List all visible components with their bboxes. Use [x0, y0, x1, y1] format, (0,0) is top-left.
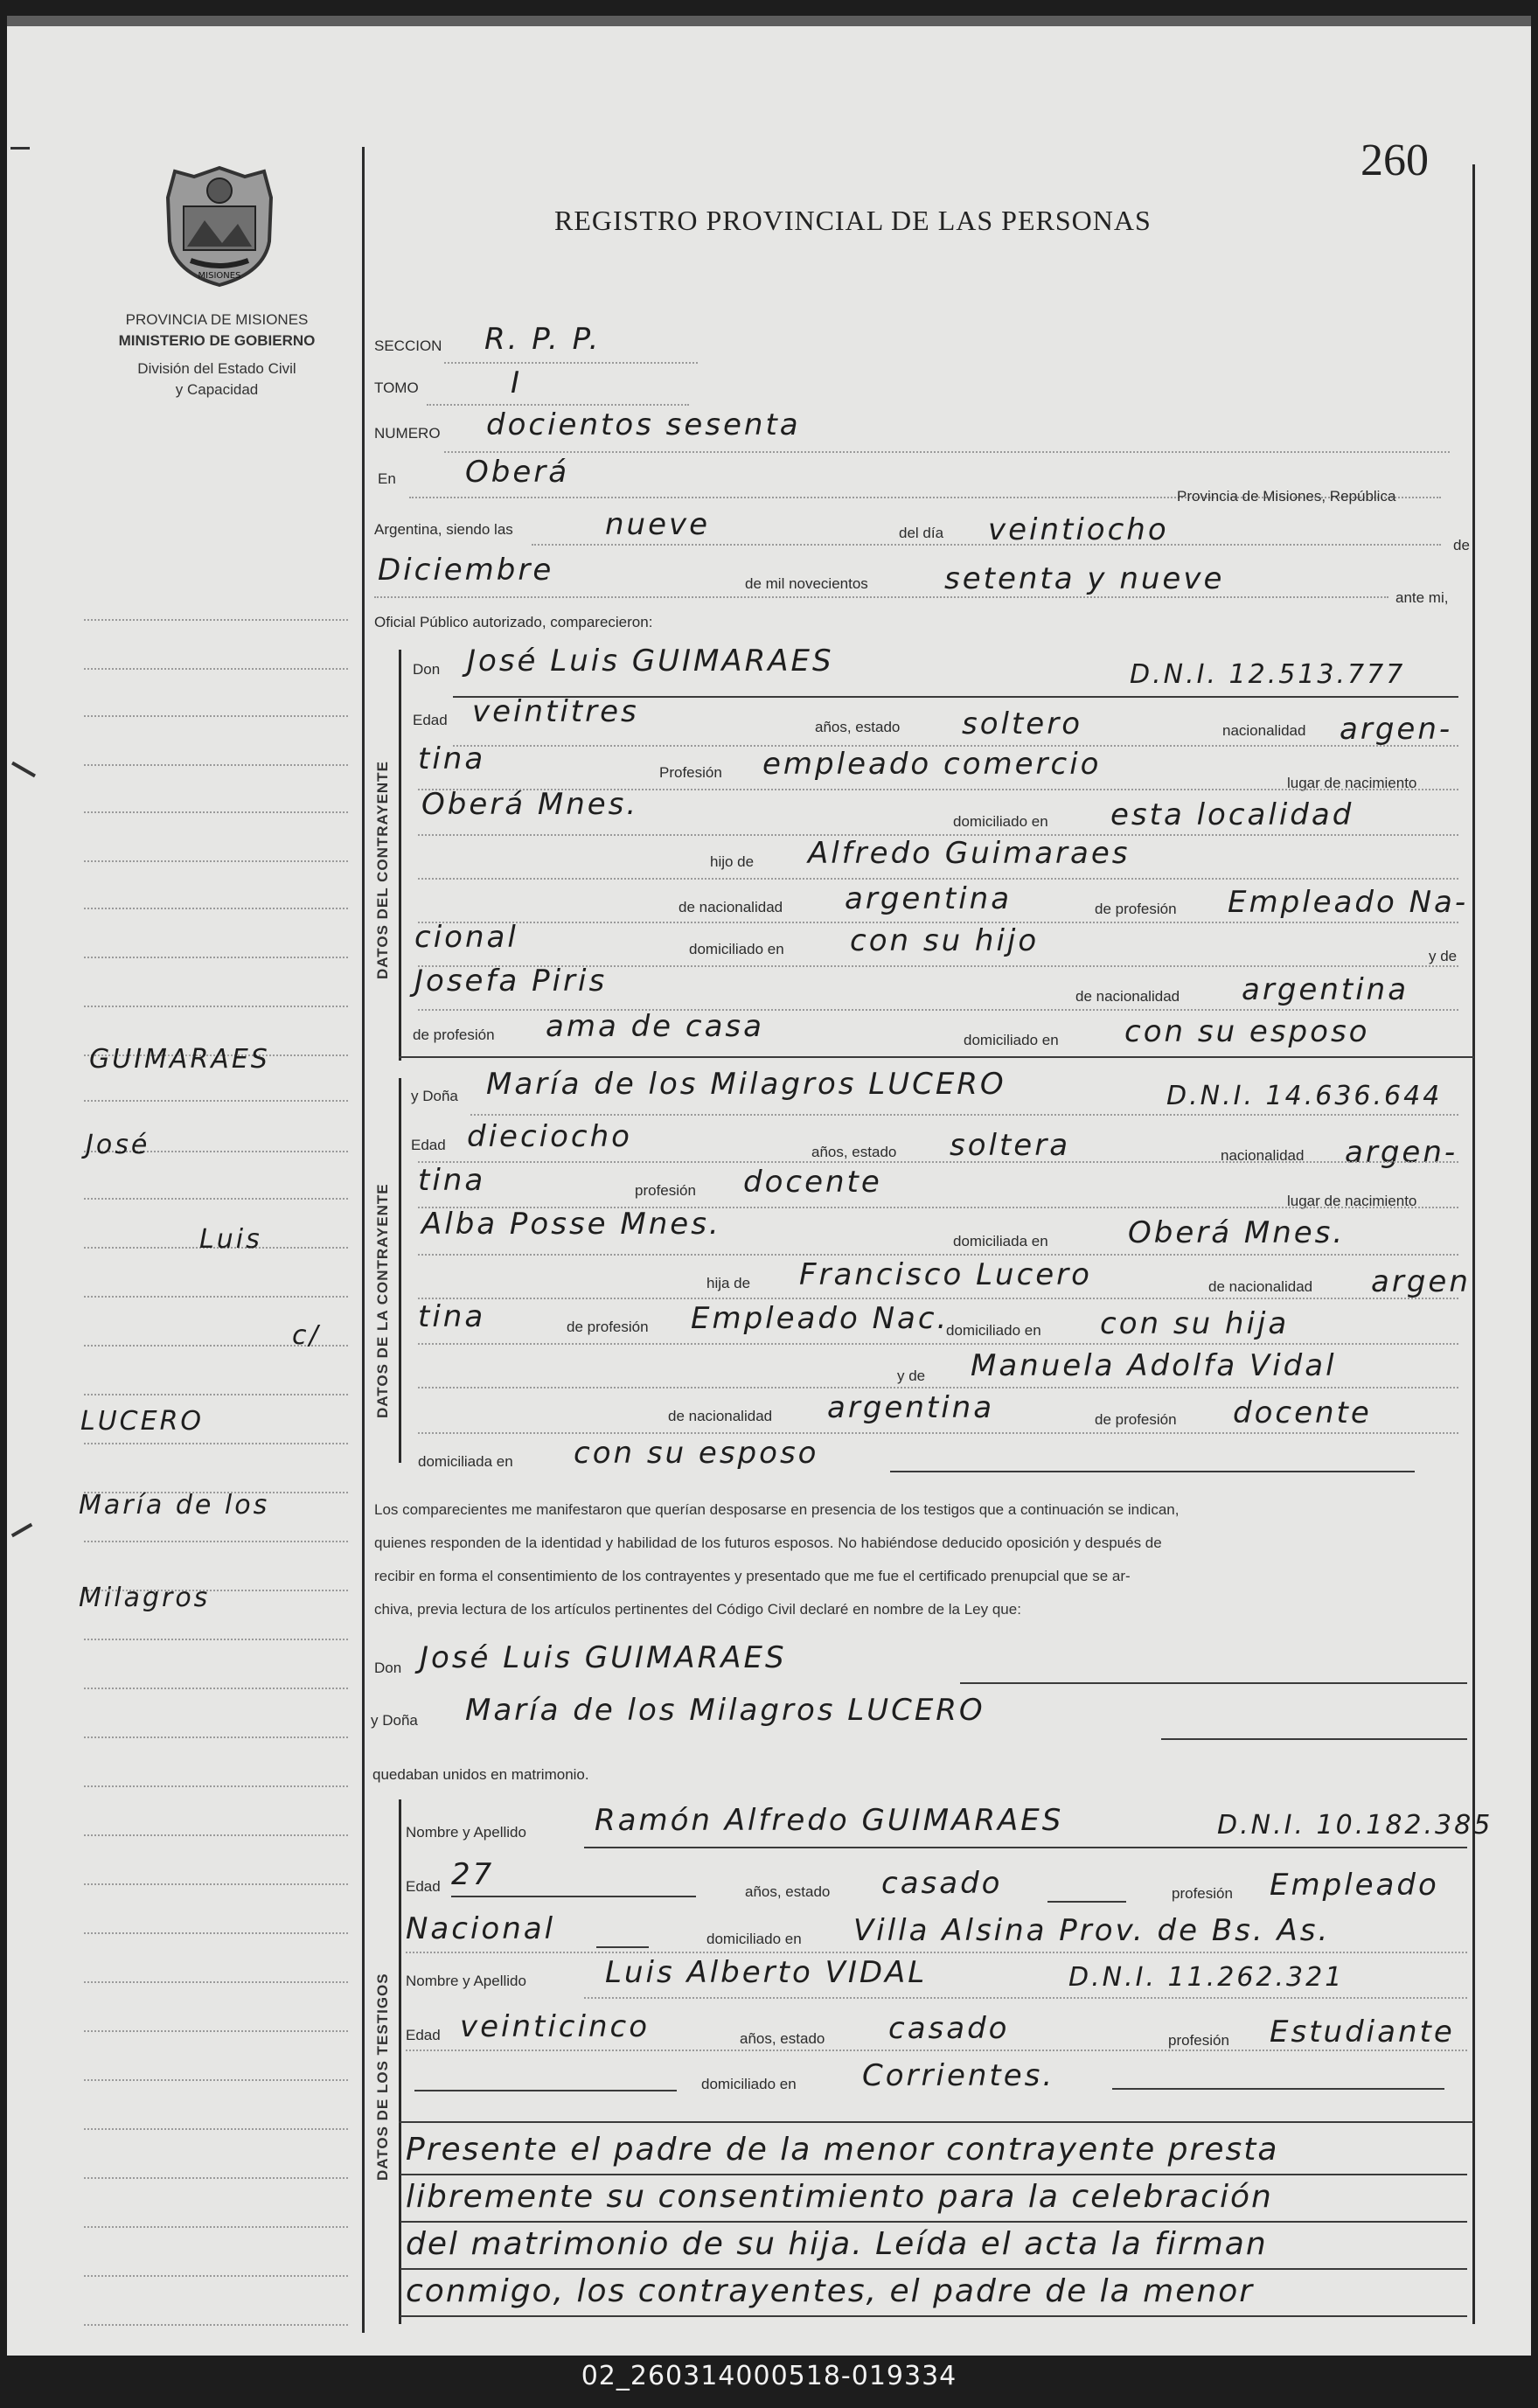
contrayenta-padre-prof: Empleado Nac.: [691, 1301, 950, 1336]
field-line: [1112, 2088, 1444, 2090]
ministry-name: MINISTERIO DE GOBIERNO: [118, 332, 316, 349]
binding-mark: [10, 147, 30, 150]
declaration-text: [374, 1493, 1441, 1626]
profesion-label: Profesión: [659, 764, 722, 781]
de-mil-label: de mil novecientos: [745, 575, 868, 592]
contrayente-padre: Alfredo Guimaraes: [808, 836, 1131, 871]
t1-prof-b: Nacional: [406, 1911, 556, 1946]
t2-dni: D.N.I. 11.262.321: [1068, 1962, 1345, 1993]
edad-label: Edad: [413, 712, 448, 728]
hijo-label: hijo de: [710, 853, 755, 870]
t1-prof-a: Empleado: [1270, 1868, 1439, 1903]
field-line: [418, 1254, 1458, 1256]
edad-label: Edad: [411, 1137, 446, 1153]
margin-line: [84, 2275, 348, 2277]
lugar-label: lugar de nacimiento: [1287, 1193, 1417, 1209]
field-line: [374, 596, 1388, 598]
lugar-label: lugar de nacimiento: [1287, 775, 1417, 791]
anos-estado-label: años, estado: [815, 719, 901, 735]
ministry-division: División del Estado Civil: [137, 360, 296, 377]
margin-line: [84, 1981, 348, 1983]
margin-line: [84, 1639, 348, 1640]
tomo-value: I: [511, 365, 523, 400]
margin-line: [84, 2079, 348, 2081]
document-title: REGISTRO PROVINCIAL DE LAS PERSONAS: [554, 205, 1152, 236]
margin-nombre-2b: Milagros: [79, 1583, 211, 1613]
seccion-value: R. P. P.: [484, 322, 602, 357]
field-line: [418, 1387, 1458, 1388]
t2-nombre-label: Nombre y Apellido: [406, 1973, 526, 1989]
madre-prof-label: de profesión: [413, 1027, 495, 1043]
seccion-label: SECCION: [374, 338, 442, 354]
numero-label: NUMERO: [374, 425, 441, 442]
margin-line: [84, 1443, 348, 1444]
margin-line: [84, 860, 348, 862]
section-divider: [399, 2121, 1474, 2123]
contrayente-padre-prof-a: Empleado Na-: [1228, 885, 1469, 920]
margin-line: [84, 2128, 348, 2130]
section-rule-contrayenta: [399, 1078, 401, 1463]
section-rule-testigos: [399, 1799, 401, 2324]
provincia-label: Provincia de Misiones, República: [1177, 488, 1396, 505]
contrayenta-profesion: docente: [743, 1165, 882, 1200]
document-page: [7, 16, 1531, 2356]
page-shadow: [7, 16, 1531, 26]
margin-line: [84, 1541, 348, 1542]
margin-line: [84, 1834, 348, 1836]
t2-prof-label: profesión: [1168, 2032, 1229, 2049]
domiciliada-label: domiciliada en: [953, 1233, 1048, 1249]
section-divider: [399, 1056, 1474, 1058]
contrayente-padre-nac: argentina: [845, 881, 1013, 916]
contrayente-nac-a: argen-: [1340, 712, 1453, 747]
margin-line: [84, 668, 348, 670]
contrayenta-dni: D.N.I. 14.636.644: [1166, 1081, 1443, 1111]
oficial-label: Oficial Público autorizado, comparecieron:: [374, 614, 653, 630]
madre-prof-label: de profesión: [1095, 1411, 1177, 1428]
field-line: [1047, 1901, 1126, 1903]
note-line-4: conmigo, los contrayentes, el padre de la menor: [406, 2273, 1255, 2309]
ministry-block: [86, 310, 348, 400]
madre-dom-label: domiciliado en: [964, 1032, 1059, 1048]
contrayenta-madre-nac: argentina: [827, 1390, 995, 1425]
padre-dom-label: domiciliado en: [689, 941, 784, 957]
section-label-contrayente: DATOS DEL CONTRAYENTE: [374, 761, 391, 979]
field-line: [596, 1946, 649, 1948]
declaration-dona-value: María de los Milagros LUCERO: [465, 1693, 985, 1728]
madre-nac-label: de nacionalidad: [1075, 988, 1180, 1005]
declaration-line: recibir en forma el consentimiento de los contrayentes y presentado que me fue el certificado prenupcial que se ar-: [374, 1568, 1131, 1584]
contrayenta-nombre: María de los Milagros LUCERO: [486, 1067, 1006, 1102]
contrayente-edad: veintitres: [472, 694, 639, 729]
field-line: [960, 1682, 1467, 1684]
en-label: En: [378, 470, 396, 487]
contrayente-estado: soltero: [962, 706, 1082, 741]
page-number: 260: [1361, 136, 1429, 185]
note-line-3: del matrimonio de su hija. Leída el acta la firman: [406, 2226, 1268, 2262]
field-line: [584, 1847, 1467, 1848]
margin-line: [84, 1883, 348, 1885]
contrayenta-edad: dieciocho: [467, 1119, 632, 1154]
t1-prof-label: profesión: [1172, 1885, 1233, 1902]
margin-nombre-2a: María de los: [79, 1490, 270, 1521]
nacionalidad-label: nacionalidad: [1221, 1147, 1305, 1164]
mes-value: Diciembre: [378, 553, 554, 588]
ministry-province: PROVINCIA DE MISIONES: [125, 311, 309, 328]
margin-line: [84, 908, 348, 909]
note-line-2: libremente su consentimiento para la celebración: [406, 2179, 1273, 2215]
margin-line: [84, 1736, 348, 1738]
field-line: [584, 1997, 1467, 1999]
margin-nombre-1a: José: [86, 1130, 150, 1160]
field-line: [532, 544, 1441, 546]
dona-label: y Doña: [371, 1712, 418, 1729]
contrayenta-estado: soltera: [950, 1128, 1071, 1163]
note-rule: [400, 2221, 1467, 2223]
margin-conector: c/: [292, 1320, 321, 1351]
svg-text:MISIONES: MISIONES: [198, 271, 241, 281]
madre-dom-label: domiciliada en: [418, 1453, 513, 1470]
field-line: [890, 1471, 1415, 1472]
contrayenta-nac-b: tina: [418, 1163, 486, 1198]
contrayente-lugar: Oberá Mnes.: [421, 787, 639, 822]
section-label-contrayenta: DATOS DE LA CONTRAYENTE: [374, 1183, 391, 1418]
note-rule: [400, 2174, 1467, 2175]
margin-line: [84, 1100, 348, 1102]
binding-mark: [11, 1523, 33, 1537]
contrayenta-padre: Francisco Lucero: [799, 1257, 1092, 1292]
padre-nac-label: de nacionalidad: [679, 899, 783, 915]
provincial-seal-icon: [161, 163, 278, 290]
dona-label: y Doña: [411, 1088, 458, 1104]
t2-dom-label: domiciliado en: [701, 2076, 797, 2092]
don-label: Don: [413, 661, 441, 678]
field-line: [418, 1343, 1458, 1345]
margin-apellido-1: GUIMARAES: [89, 1044, 270, 1075]
hora-value: nueve: [605, 507, 711, 542]
field-line: [406, 2050, 1467, 2051]
dia-value: veintiocho: [988, 512, 1169, 547]
margin-line: [84, 2324, 348, 2326]
contrayenta-domicilio: Oberá Mnes.: [1128, 1215, 1346, 1250]
section-rule-contrayente: [399, 650, 401, 1061]
binding-mark: [11, 762, 36, 777]
ante-mi-label: ante mi,: [1395, 589, 1449, 606]
closing-text: quedaban unidos en matrimonio.: [372, 1766, 589, 1783]
margin-line: [84, 715, 348, 717]
contrayente-domicilio: esta localidad: [1110, 797, 1354, 832]
madre-nac-label: de nacionalidad: [668, 1408, 773, 1424]
declaration-line: quienes responden de la identidad y habilidad de los futuros esposos. No habiéndose deducido oposición y después de: [374, 1535, 1162, 1551]
field-line: [444, 362, 698, 364]
don-label: Don: [374, 1660, 402, 1676]
contrayenta-madre: Manuela Adolfa Vidal: [971, 1348, 1337, 1383]
field-line: [1161, 1738, 1467, 1740]
margin-line: [84, 2030, 348, 2032]
margin-line: [84, 811, 348, 813]
margin-line: [84, 1394, 348, 1395]
contrayenta-madre-prof: docente: [1233, 1395, 1372, 1430]
t2-prof: Estudiante: [1270, 2015, 1455, 2050]
hija-label: hija de: [706, 1275, 751, 1291]
profesion-label: profesión: [635, 1182, 696, 1199]
en-value: Oberá: [465, 455, 570, 490]
margin-line: [84, 2177, 348, 2179]
margin-line: [84, 1198, 348, 1200]
margin-line: [84, 1785, 348, 1787]
contrayente-nac-b: tina: [418, 741, 486, 776]
contrayenta-padre-nac-b: tina: [418, 1299, 486, 1334]
field-line: [451, 1896, 696, 1897]
t2-nombre: Luis Alberto VIDAL: [605, 1955, 928, 1990]
note-rule: [400, 2315, 1467, 2317]
argentina-label: Argentina, siendo las: [374, 521, 513, 538]
margin-line: [84, 957, 348, 958]
contrayente-madre-prof: ama de casa: [546, 1009, 764, 1044]
main-left-rule: [362, 147, 365, 2333]
margin-line: [84, 2226, 348, 2228]
t1-dni: D.N.I. 10.182.385: [1217, 1810, 1493, 1841]
margin-line: [84, 1932, 348, 1934]
t2-estado: casado: [888, 2011, 1010, 2046]
t1-edad-label: Edad: [406, 1878, 441, 1895]
margin-line: [84, 1296, 348, 1298]
tomo-label: TOMO: [374, 379, 419, 396]
declaration-don-value: José Luis GUIMARAES: [420, 1640, 787, 1675]
padre-dom-label: domiciliado en: [946, 1322, 1041, 1339]
section-label-testigos: DATOS DE LOS TESTIGOS: [374, 1973, 391, 2181]
nacionalidad-label: nacionalidad: [1222, 722, 1306, 739]
field-line: [418, 1161, 1458, 1163]
contrayente-nombre: José Luis GUIMARAES: [467, 644, 834, 679]
contrayenta-padre-dom: con su hija: [1100, 1306, 1290, 1341]
ministry-division-b: y Capacidad: [175, 381, 259, 398]
field-line: [418, 1432, 1458, 1434]
note-line-1: Presente el padre de la menor contrayente presta: [406, 2132, 1279, 2168]
margin-line: [84, 1006, 348, 1007]
main-right-rule: [1472, 164, 1475, 2324]
field-line: [414, 2090, 677, 2091]
contrayente-profesion: empleado comercio: [762, 747, 1102, 782]
padre-nac-label: de nacionalidad: [1208, 1278, 1313, 1295]
t2-edad-label: Edad: [406, 2027, 441, 2043]
y-de-label: y de: [1429, 948, 1458, 964]
contrayente-madre-dom: con su esposo: [1124, 1014, 1370, 1049]
declaration-line: chiva, previa lectura de los artículos pertinentes del Código Civil declaré en nombre de la Ley que:: [374, 1601, 1021, 1618]
field-line: [470, 1114, 1458, 1116]
contrayenta-padre-nac-a: argen: [1371, 1264, 1471, 1299]
contrayente-padre-dom: con su hijo: [850, 923, 1040, 958]
t1-dom-label: domiciliado en: [706, 1931, 802, 1947]
padre-prof-label: de profesión: [1095, 901, 1177, 917]
t2-edad: veinticinco: [460, 2009, 650, 2044]
contrayente-madre: Josefa Piris: [414, 964, 608, 999]
contrayenta-madre-dom: con su esposo: [574, 1436, 819, 1471]
t1-edad: 27: [451, 1857, 495, 1892]
note-rule: [400, 2268, 1467, 2270]
margin-apellido-2: LUCERO: [80, 1406, 205, 1437]
padre-prof-label: de profesión: [567, 1319, 649, 1335]
declaration-line: Los comparecientes me manifestaron que querían desposarse en presencia de los testigos que a continuación se indican,: [374, 1501, 1180, 1518]
t1-nombre-label: Nombre y Apellido: [406, 1824, 526, 1841]
field-line: [418, 878, 1458, 880]
field-line: [444, 451, 1450, 453]
contrayenta-nac-a: argen-: [1345, 1135, 1458, 1170]
t1-estado-label: años, estado: [745, 1883, 831, 1900]
margin-line: [84, 1688, 348, 1689]
contrayenta-lugar: Alba Posse Mnes.: [421, 1207, 721, 1242]
anio-value: setenta y nueve: [944, 561, 1225, 596]
numero-value: docientos sesenta: [486, 407, 801, 442]
de-label: de: [1453, 537, 1470, 553]
field-line: [406, 1952, 1467, 1953]
margin-line: [84, 764, 348, 766]
y-de-label: y de: [897, 1368, 926, 1384]
scan-id: 02_260314000518-019334: [581, 2361, 957, 2391]
contrayente-madre-nac: argentina: [1242, 972, 1409, 1007]
del-dia-label: del día: [899, 525, 944, 541]
margin-nombre-1b: Luis: [199, 1224, 262, 1255]
t1-nombre: Ramón Alfredo GUIMARAES: [595, 1803, 1064, 1838]
field-line: [427, 404, 689, 406]
t1-dom: Villa Alsina Prov. de Bs. As.: [853, 1913, 1331, 1948]
margin-line: [84, 619, 348, 621]
t1-estado: casado: [881, 1866, 1003, 1901]
domiciliado-label: domiciliado en: [953, 813, 1048, 830]
t2-dom: Corrientes.: [862, 2058, 1055, 2093]
contrayente-dni: D.N.I. 12.513.777: [1130, 659, 1406, 690]
contrayente-padre-prof-b: cional: [414, 920, 518, 955]
field-line: [418, 1298, 1458, 1299]
anos-estado-label: años, estado: [811, 1144, 897, 1160]
t2-estado-label: años, estado: [740, 2030, 825, 2047]
